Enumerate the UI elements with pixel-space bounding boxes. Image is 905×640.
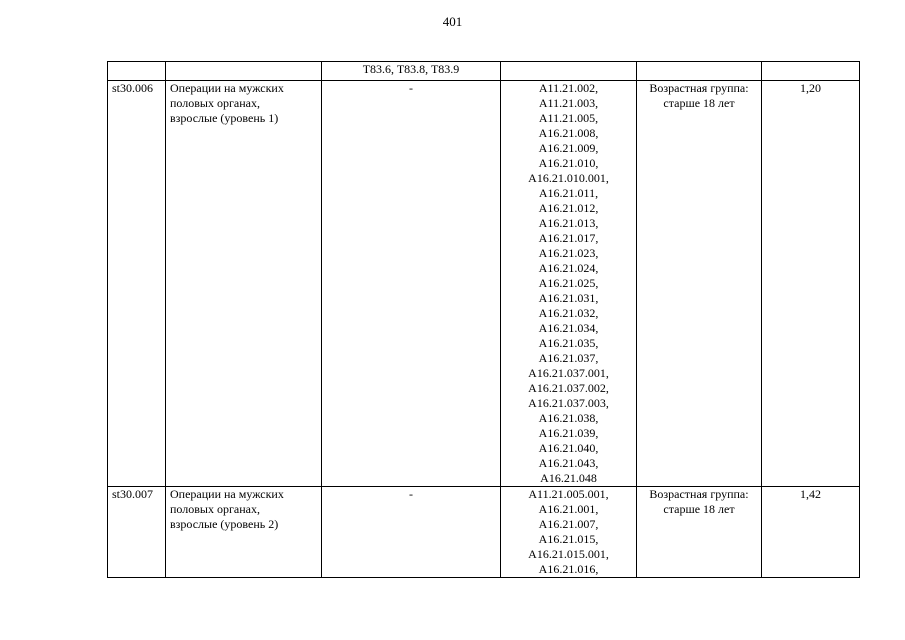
name-line: взрослые (уровень 2) [170,517,279,531]
service-code: A16.21.043, [538,456,599,470]
name-line: половых органах, [170,96,260,110]
table-row-continuation [108,62,860,81]
cell-coefficient: 1,42 [762,487,860,578]
cell-diagnosis: T83.6, T83.8, T83.9 [322,62,501,81]
service-code: A11.21.002, [538,81,599,95]
cell-code: st30.006 [108,81,166,487]
page-number: 401 [442,14,463,29]
service-code: A16.21.038, [538,411,599,425]
service-code: A16.21.010.001, [528,171,609,185]
name-line: Операции на мужских [170,487,284,501]
cell-criteria [637,487,762,578]
name-line: Операции на мужских [170,81,284,95]
service-code: A16.21.015.001, [528,547,609,561]
service-code: A16.21.039, [538,426,599,440]
cell-services [501,62,637,81]
service-code: A16.21.035, [538,336,599,350]
name-line: половых органах, [170,502,260,516]
service-code: A16.21.032, [538,306,599,320]
service-code: A16.21.010, [538,156,599,170]
service-code: A16.21.001, [538,502,599,516]
service-code: A16.21.031, [538,291,599,305]
cell-name [166,81,322,487]
service-code: A16.21.040, [538,441,599,455]
service-code: A16.21.016, [538,562,599,576]
service-code: A16.21.008, [538,126,599,140]
service-code: A16.21.009, [538,141,599,155]
service-code: A16.21.037.003, [528,396,609,410]
name-line: взрослые (уровень 1) [170,111,279,125]
cell-name [166,62,322,81]
service-code: A11.21.003, [538,96,599,110]
cell-coefficient [762,62,860,81]
criteria-line: Возрастная группа: [649,487,749,501]
service-code: A16.21.011, [538,186,599,200]
service-code: A16.21.012, [538,201,599,215]
cell-services [501,487,637,578]
table-row [108,487,860,578]
criteria-line: старше 18 лет [663,96,735,110]
criteria-line: Возрастная группа: [649,81,749,95]
service-code: A16.21.037.001, [528,366,609,380]
service-code: A16.21.024, [538,261,599,275]
cell-diagnosis: - [322,487,501,578]
cell-diagnosis: - [322,81,501,487]
service-code: A16.21.017, [538,231,599,245]
service-code: A11.21.005, [538,111,599,125]
service-code: A16.21.034, [538,321,599,335]
cell-name [166,487,322,578]
service-code: A16.21.007, [538,517,599,531]
cell-services [501,81,637,487]
service-code: A16.21.023, [538,246,599,260]
cell-coefficient: 1,20 [762,81,860,487]
service-code: A16.21.015, [538,532,599,546]
cell-code [108,62,166,81]
service-code: A16.21.037.002, [528,381,609,395]
cell-code: st30.007 [108,487,166,578]
service-code: A16.21.037, [538,351,599,365]
cell-criteria [637,81,762,487]
service-code: A16.21.013, [538,216,599,230]
tariff-table [107,61,860,578]
criteria-line: старше 18 лет [663,502,735,516]
service-code: A16.21.025, [538,276,599,290]
service-code: A16.21.048 [540,471,597,485]
service-code: A11.21.005.001, [528,487,609,501]
cell-criteria [637,62,762,81]
table-row [108,81,860,487]
